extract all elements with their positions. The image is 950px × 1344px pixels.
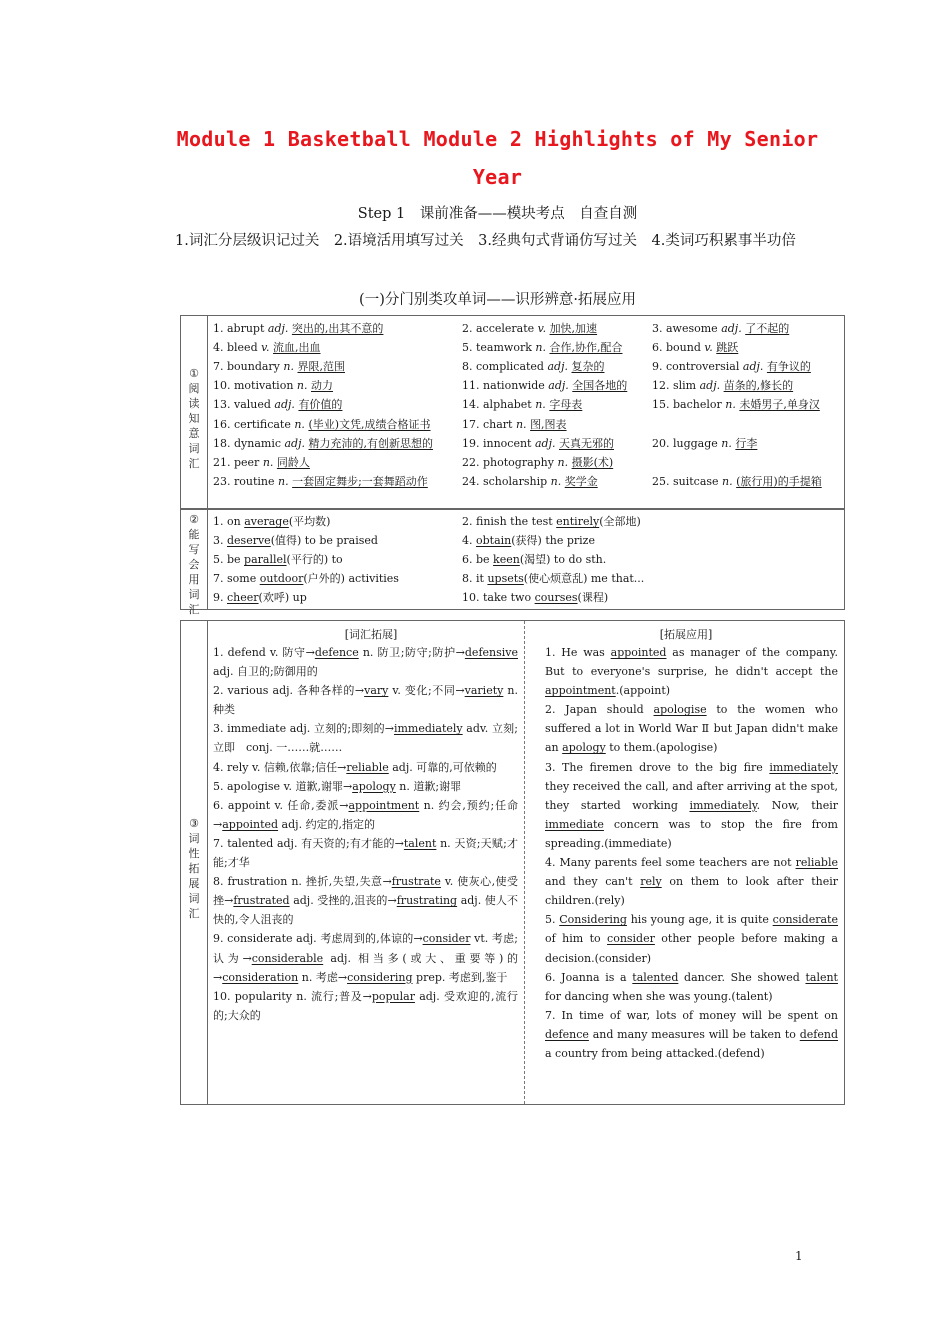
extension-item [213,758,518,777]
vocab-pos: adj. [534,436,556,450]
extension-item [213,796,518,834]
phrase-answer: upsets [487,572,524,586]
phrase-suffix: (使心烦意乱) me that... [523,572,645,586]
vocab-meaning: 精力充沛的,有创新思想的 [308,436,434,450]
vocab-pos: n. [278,474,289,488]
vocab-entry [462,395,582,414]
phrase-suffix: (值得) to be praised [270,534,378,548]
vocab-word: 25. suitcase [652,474,723,488]
application-item [545,643,838,700]
application-item-text: to the women who suffered a lot in World War Ⅱ but Japan didn't make an [545,703,838,755]
block1-char: 意 [188,427,200,440]
phrase-entry [213,512,330,531]
vocab-pos: v. [261,341,270,355]
vocab-entry [652,319,789,338]
extension-item-text: adj. 使人不快的,令人沮丧的 [213,894,519,927]
block2-char: 词 [188,588,200,601]
phrase-entry [462,550,606,569]
vocab-meaning: 跳跃 [716,341,739,355]
phrase-entry [213,569,399,588]
phrase-prefix: 7. some [213,572,260,586]
application-item-answer: apology [562,741,606,755]
vocab-word: 1. abrupt [213,322,268,335]
extension-item-answer: frustrate [391,875,441,889]
phrase-prefix: 4. [462,534,476,548]
vocab-entry [213,415,431,434]
application-item-text: and they can't [545,875,641,889]
extension-item-text: v. 变化;不同→ [388,684,465,698]
application-item-answer: reliable [795,856,838,870]
application-item-text: 1. He was [545,646,611,659]
extension-item [213,834,518,872]
reading-vocab-table [180,315,845,510]
vocab-entry [213,376,333,395]
application-item-answer: talented [632,970,679,984]
extension-item-text: adj. 可靠的,可依赖的 [388,760,497,774]
vocab-extension-heading: [词汇拓展] [344,628,398,641]
vocab-meaning: 合作,协作,配合 [549,341,623,355]
application-item-answer: appointment [545,684,616,698]
extension-item-text: n. 考虑→ [298,970,348,984]
vocab-word: 15. bachelor [652,398,726,412]
application-item-answer: consider [607,932,655,946]
extension-item-text: n. 约会,预约;任命→ [213,798,519,831]
vocab-entry [213,357,345,376]
phrase-suffix: (渴望) to do sth. [519,553,607,567]
section-heading: (一)分门别类攻单词——识形辨意·拓展应用 [359,292,636,308]
vocab-meaning: 未婚男子,单身汉 [739,398,820,412]
extension-item-text: n. 道歉;谢罪 [395,779,462,793]
vocab-meaning: 图,图表 [530,417,567,431]
block1-char: 读 [188,397,200,410]
extension-item [213,987,518,1025]
vocab-meaning: 字母表 [549,398,583,412]
application-item-text: of him to [545,932,608,946]
vocab-entry [213,434,433,453]
extension-item-answer: apology [352,779,396,793]
extension-item-text: 7. talented adj. 有天资的;有才能的→ [213,836,404,850]
block3-char: 拓 [188,862,200,875]
vocab-word: 24. scholarship [462,474,551,488]
vocab-meaning: 有争议的 [766,360,811,374]
vocab-word: 6. bound [652,341,705,355]
application-item [545,758,838,853]
vocab-word: 17. chart [462,417,516,431]
vocab-word: 3. awesome [652,322,722,335]
vocab-meaning: 天真无邪的 [559,436,614,450]
application-item-text: and many measures will be taken to [588,1027,800,1041]
extension-item-text: adj. 相当多(或大、重要等)的→ [213,951,518,984]
vocab-meaning: 全国各地的 [572,379,628,393]
vocab-meaning: 加快,加速 [549,322,598,335]
vocab-pos: v. [537,322,547,335]
block3-char: 词 [188,892,200,905]
application-item-answer: immediate [545,817,604,831]
vocab-meaning: 摄影(术) [571,455,614,469]
phrase-prefix: 9. [213,591,227,605]
extension-item-text: adj. 约定的,指定的 [278,817,376,831]
application-item-text: for dancing when she was young.(talent) [545,989,773,1003]
writing-vocab-label [181,512,207,617]
phrase-entry [462,588,608,607]
block2-char: ② [189,513,199,526]
vocab-entry [462,453,613,472]
application-item-answer: defend [799,1027,838,1041]
phrase-prefix: 3. [213,534,227,548]
phrase-entry [462,512,641,531]
vocab-pos: v. [704,341,713,355]
phrase-entry [462,531,595,550]
phrase-suffix: (平行的) to [286,553,343,567]
vocab-entry [462,415,567,434]
block1-char: 汇 [188,457,200,470]
application-item-text: to them.(apologise) [605,741,718,755]
vocab-word: 14. alphabet [462,398,536,412]
writing-vocab-table [180,508,845,616]
block1-char: ① [189,367,199,380]
extension-item [213,719,518,757]
vocab-word: 2. accelerate [462,322,538,335]
vocab-pos: adj. [699,379,721,393]
block3-char: 展 [188,877,200,890]
application-item-answer: immediately [689,798,757,812]
extension-item-text: n. 天资;天赋;才能;才华 [213,836,518,870]
vocab-pos: n. [294,417,305,431]
application-item [545,700,838,757]
phrase-answer: average [244,515,289,528]
vocab-pos: n. [296,379,308,393]
extension-item-text: vt. 考虑;认为→ [213,932,518,965]
vocab-pos: adj. [274,398,295,412]
vocab-word: 5. teamwork [462,341,536,355]
page-number: 1 [795,1249,803,1263]
word-form-label [181,816,207,921]
vocab-entry [462,357,605,376]
vocab-entry [213,338,321,357]
vocab-meaning: 流血,出血 [273,341,321,355]
intro-paragraph: 1.词汇分层级识记过关 2.语境活用填写过关 3.经典句式背诵仿写过关 4.类词巧积累事半功倍 [175,233,796,249]
vocab-entry [462,319,597,338]
vocab-word: 21. peer [213,455,263,469]
extension-item-text: n. 防卫;防守;防护→ [358,646,465,659]
extension-item-answer: popular [371,989,415,1003]
vocab-word: 10. motivation [213,379,297,393]
phrase-suffix: (全部地) [599,515,641,528]
application-item-answer: considerate [772,913,838,927]
vocab-entry [652,338,738,357]
vocab-word: 8. complicated [462,360,548,374]
vocab-entry [652,395,820,414]
vocab-word: 4. bleed [213,341,262,355]
extension-item-text: adj. 受挫的,沮丧的→ [289,894,397,908]
word-form-table [180,620,845,1105]
vocab-pos: n. [535,398,546,412]
vocab-entry [652,472,822,491]
extension-item-text: 3. immediate adj. 立刻的;即刻的→ [213,722,394,736]
extension-item-answer: frustrated [233,894,290,908]
extension-item-answer: considering [347,970,413,984]
block3-char: 汇 [188,907,200,920]
vocab-pos: adj. [548,379,569,393]
vocab-meaning: 奖学金 [564,474,598,488]
extension-item-answer: consider [422,932,471,946]
application-item-text: they received the call, and after arriving at the spot, they started working [545,779,838,812]
application-item-text: . Now, their [756,798,838,812]
vocab-entry [462,376,627,395]
extension-item-text: adv. 立刻;立即 conj. 一……就…… [213,722,518,755]
vocab-entry [213,395,342,414]
vocab-meaning: 界限,范围 [297,360,345,374]
vocab-meaning: 有价值的 [298,398,343,412]
phrase-prefix: 8. it [462,572,488,586]
vocab-word: 7. boundary [213,360,284,374]
application-item-answer: rely [640,875,662,889]
extension-application-heading: [拓展应用] [659,628,713,641]
phrase-suffix: (户外的) activities [303,572,399,586]
block3-char: ③ [189,817,199,830]
block1-char: 阅 [188,382,200,395]
vocab-extension-list [213,643,518,1025]
block2-char: 会 [188,558,200,571]
application-item-text: 4. Many parents feel some teachers are not [545,856,796,870]
phrase-answer: outdoor [259,572,304,586]
extension-item-text: n. 种类 [213,684,519,717]
block2-char: 汇 [188,603,200,616]
vocab-entry [652,357,811,376]
phrase-entry [462,569,644,588]
block3-char: 性 [188,847,200,860]
application-item-text: on them to look after their children.(rely) [545,875,838,908]
phrase-answer: keen [493,553,520,567]
vocab-word: 18. dynamic [213,436,285,450]
vocab-entry [652,434,757,453]
extension-item-answer: appointment [348,798,420,812]
document-title: Module 1 Basketball Module 2 Highlights of My Senior [176,127,819,151]
step-heading: Step 1 课前准备——模块考点 自查自测 [357,206,638,222]
vocab-entry [213,319,383,338]
vocab-pos: adj. [547,360,568,374]
extension-item [213,643,518,681]
phrase-answer: courses [534,591,578,605]
application-item-answer: apologise [653,703,707,717]
extension-item-answer: frustrating [396,894,458,908]
extension-item-answer: defence [314,646,359,659]
extension-item-answer: variety [464,684,504,698]
vocab-pos: n. [535,341,546,355]
extension-item-text: 1. defend v. 防守→ [213,646,315,659]
extension-item [213,777,518,796]
extension-item-text: 10. popularity n. 流行;普及→ [213,989,372,1003]
vocab-meaning: (毕业)文凭,成绩合格证书 [308,417,431,431]
application-item-text: a country from being attacked.(defend) [545,1046,765,1060]
phrase-answer: entirely [556,515,600,528]
vocab-pos: n. [515,417,527,431]
extension-item-text: v. 使灰心,使受挫→ [213,875,518,908]
extension-item-answer: talent [403,836,437,850]
phrase-answer: deserve [227,534,271,548]
application-item-text: concern was to stop the fire from spreading.(immediate) [545,817,838,850]
extension-item-answer: considerable [251,951,324,965]
vocab-word: 19. innocent [462,436,535,450]
phrase-entry [213,550,343,569]
vocab-word: 9. controversial [652,360,743,374]
extension-item [213,681,518,719]
vocab-pos: adj. [742,360,764,374]
vocab-entry [213,453,310,472]
application-item-text: dancer. She showed [678,970,806,984]
application-item-text: other people before making a decision.(consider) [545,932,838,965]
block2-char: 能 [188,528,200,541]
extension-item-answer: defensive [464,646,518,659]
vocab-word: 23. routine [213,474,278,488]
extension-item-text: adj. 受欢迎的,流行的;大众的 [213,989,519,1022]
block2-char: 用 [188,573,200,586]
block3-char: 词 [188,832,200,845]
phrase-prefix: 1. on [213,515,245,528]
application-item [545,1006,838,1063]
vocab-meaning: 了不起的 [745,322,790,335]
vocab-meaning: (旅行用)的手提箱 [736,474,822,488]
extension-item-text: prep. 考虑到,鉴于 [412,970,508,984]
phrase-suffix: (平均数) [288,515,331,528]
vocab-meaning: 动力 [311,379,333,393]
reading-vocab-label [181,366,207,471]
vocab-pos: n. [262,455,274,469]
phrase-answer: obtain [476,534,512,548]
vocab-entry [462,472,598,491]
phrase-prefix: 2. finish the test [462,515,557,528]
vocab-pos: n. [550,474,562,488]
extension-item-text: 5. apologise v. 道歉,谢罪→ [213,779,353,793]
phrase-prefix: 6. be [462,553,494,567]
phrase-prefix: 5. be [213,553,245,567]
phrase-suffix: (欢呼) up [258,591,307,605]
vocab-word: 11. nationwide [462,379,549,393]
application-item-text: 7. In time of war, lots of money will be spent on [545,1008,838,1022]
phrase-entry [213,588,307,607]
extension-item-answer: consideration [222,970,299,984]
vocab-word: 12. slim [652,379,700,393]
vocab-meaning: 突出的,出其不意的 [291,322,384,335]
application-item-text: 5. [545,913,560,927]
application-item-text: .(appoint) [615,684,671,698]
extension-item-answer: vary [364,684,389,698]
phrase-answer: cheer [227,591,259,605]
application-item-answer: appointed [610,646,667,659]
extension-application-list [545,643,838,1063]
vocab-pos: adj. [284,436,306,450]
extension-item-text: adj. 自卫的;防御用的 [213,665,318,679]
vocab-pos: adj. [267,322,289,335]
vocab-entry [213,472,428,491]
extension-item-answer: appointed [222,817,279,831]
vocab-meaning: 行李 [735,436,758,450]
vocab-word: 22. photography [462,455,558,469]
application-item [545,968,838,1006]
vocab-meaning: 一套固定舞步;一套舞蹈动作 [292,474,428,488]
phrase-suffix: (获得) the prize [511,534,595,548]
phrase-answer: parallel [244,553,287,567]
application-item-answer: defence [545,1027,589,1041]
application-item-text: his young age, it is quite [626,913,773,927]
vocab-pos: n. [557,455,569,469]
vocab-pos: n. [283,360,294,374]
block1-char: 词 [188,442,200,455]
application-item [545,853,838,910]
application-item-answer: talent [805,970,838,984]
extension-item-text: 9. considerate adj. 考虑周到的,体谅的→ [213,932,423,946]
block1-char: 知 [188,412,200,425]
extension-item-text: 6. appoint v. 任命,委派→ [213,798,349,812]
application-item-text: 6. Joanna is a [545,970,633,984]
application-item-text: 3. The firemen drove to the big fire [545,760,770,774]
extension-item-text: 2. various adj. 各种各样的→ [213,684,365,698]
extension-item-text: 4. rely v. 信赖,依靠;信任→ [213,760,347,774]
vocab-word: 20. luggage [652,436,722,450]
phrase-prefix: 10. take two [462,591,535,605]
vocab-word: 13. valued [213,398,275,412]
application-item-text: 2. Japan should [545,703,654,717]
vocab-word: 16. certificate [213,417,295,431]
application-item-answer: immediately [769,760,838,774]
application-item [545,910,838,967]
extension-item [213,929,518,986]
application-item-answer: Considering [559,913,627,927]
vocab-pos: n. [721,436,732,450]
block2-char: 写 [188,543,200,556]
vocab-entry [652,376,793,395]
vocab-meaning: 复杂的 [571,360,605,374]
vocab-pos: adj. [721,322,742,335]
vocab-meaning: 苗条的,修长的 [723,379,794,393]
extension-item [213,872,518,929]
extension-item-text: 8. frustration n. 挫折,失望,失意→ [213,875,392,889]
application-item-text: as manager of the company. But to everyone's surprise, he didn't accept the [545,646,839,679]
phrase-entry [213,531,378,550]
vocab-pos: n. [725,398,736,412]
vocab-meaning: 同龄人 [276,455,310,469]
extension-item-answer: reliable [346,760,389,774]
phrase-suffix: (课程) [577,591,609,605]
document-title-line2: Year [472,165,523,189]
vocab-entry [462,434,614,453]
vocab-entry [462,338,622,357]
vocab-pos: n. [722,474,733,488]
extension-item-answer: immediately [393,722,463,736]
